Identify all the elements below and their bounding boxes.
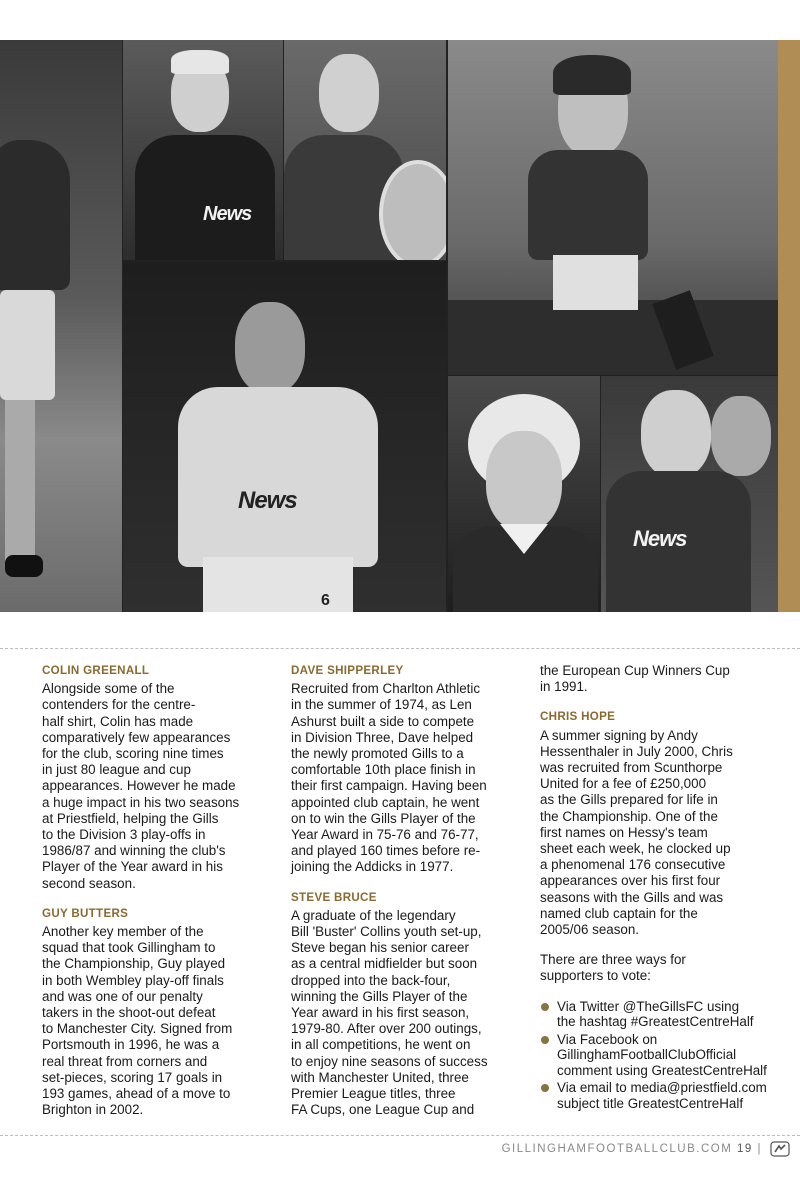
footer-divider [0,1135,800,1136]
text-line: Portsmouth in 1996, he was a [42,1037,220,1053]
text-line: to Manchester City. Signed from [42,1021,233,1037]
text-line: A summer signing by Andy [540,727,698,743]
text-line: in 1991. [540,679,588,695]
voting-item-email [540,1080,790,1111]
text-line: in all competitions, he went on [291,1037,471,1053]
column-1 [42,663,282,1118]
text-line: subject title GreatestCentreHalf [557,1095,744,1111]
text-line: comfortable 10th place finish in [291,762,476,778]
text-line: and was one of our penalty [42,988,203,1004]
heading-colin-greenall: COLIN GREENALL [42,664,150,677]
photo-player-left [0,40,122,612]
text-line: and played 160 times before re- [291,843,481,859]
text-line: Hessenthaler in July 2000, Chris [540,743,733,759]
text-line: the Championship. One of the [540,808,718,824]
text-line: comparatively few appearances [42,729,231,745]
footer-site [502,1143,762,1155]
sponsor-logo: News [203,203,252,225]
photo-collage-band [0,40,800,612]
text-line: contenders for the centre- [42,697,196,713]
bullet-icon [541,1084,549,1092]
text-line: with Manchester United, three [291,1069,469,1085]
text-steve-bruce [291,908,531,1119]
photo-player-top-1 [123,40,283,260]
photo-player-top-2 [284,40,446,260]
text-guy-butters [42,924,282,1118]
text-line: Bill 'Buster' Collins youth set-up, [291,924,482,940]
footer-site-name: GILLINGHAMFOOTBALLCLUB.COM [501,1143,733,1155]
text-line: 2005/06 season. [540,922,640,938]
text-line: takers in the shoot-out defeat [42,1005,216,1021]
text-colin-greenall [42,681,282,892]
text-line: seasons with the Gills and was [540,889,724,905]
text-line: the hashtag #GreatestCentreHalf [557,1014,754,1030]
text-line: real threat from corners and [42,1053,208,1069]
text-line: sheet each week, he clocked up [540,841,731,857]
text-line: Premier League titles, three [291,1086,456,1102]
text-line: to the Division 3 play-offs in [42,827,206,843]
text-line: Recruited from Charlton Athletic [291,681,481,697]
text-line: a phenomenal 176 consecutive [540,857,726,873]
heading-steve-bruce: STEVE BRUCE [291,890,377,904]
text-line: the Championship, Guy played [42,956,226,972]
heading-chris-hope: CHRIS HOPE [540,710,616,724]
text-line: first names on Hessy's team [540,824,708,840]
text-line: at Priestfield, helping the Gills [42,810,219,826]
text-line: Steve began his senior career [291,940,469,956]
text-line: Another key member of the [42,924,204,940]
text-line: Player of the Year award in his [42,859,223,875]
voting-list [540,999,790,1112]
voting-intro [540,952,790,984]
text-line: Alongside some of the [42,681,175,697]
page-number: 19 [737,1143,753,1155]
shirt-number: 6 [321,592,330,609]
text-line: as the Gills prepared for life in [540,792,718,808]
text-line: squad that took Gillingham to [42,940,216,956]
text-line: joining the Addicks in 1977. [291,859,454,875]
photo-collage [0,40,778,612]
text-line: as a central midfielder but soon [291,956,478,972]
text-line: in just 80 league and cup [42,762,191,778]
sponsor-logo: News [633,526,687,551]
text-line: Via email to media@priestfield.com [557,1080,767,1096]
heading-dave-shipperley: DAVE SHIPPERLEY [291,664,404,677]
text-line: Year Award in 75-76 and 76-77, [291,827,479,843]
club-badge-icon [770,1140,790,1158]
voting-item-twitter [540,999,790,1030]
text-line: in both Wembley play-off finals [42,972,224,988]
text-line: comment using GreatestCentreHalf [557,1062,767,1078]
text-line: was recruited from Scunthorpe [540,760,723,776]
photo-player-centre [123,262,446,612]
text-line: supporters to vote: [540,968,651,984]
text-line: half shirt, Colin has made [42,713,194,729]
text-line: in Division Three, Dave helped [291,729,474,745]
photo-player-top-right [448,40,778,375]
text-line: a huge impact in his two seasons [42,794,240,810]
text-line: dropped into the back-four, [291,972,451,988]
sponsor-logo: News [238,487,297,514]
text-dave-shipperley [291,681,531,875]
text-line: to enjoy nine seasons of success [291,1053,488,1069]
text-line: Ashurst built a side to compete [291,713,475,729]
text-line: Via Twitter @TheGillsFC using [557,998,740,1014]
text-line: the European Cup Winners Cup [540,663,730,678]
text-line: named club captain for the [540,905,698,921]
text-line: their first campaign. Having been [291,778,487,794]
text-line: appearances. However he made [42,778,236,794]
text-line: winning the Gills Player of the [291,988,468,1004]
text-line: Year award in his first season, [291,1005,470,1021]
voting-item-facebook [540,1032,790,1079]
text-line: Brighton in 2002. [42,1102,144,1118]
text-steve-bruce-continued [540,663,790,695]
text-line: in the summer of 1974, as Len [291,697,472,713]
text-line: United for a fee of £250,000 [540,776,707,792]
bullet-icon [541,1003,549,1011]
photo-player-bottom-2 [601,376,778,612]
text-line: A graduate of the legendary [291,907,456,923]
text-chris-hope [540,728,790,939]
column-3 [540,663,790,1113]
divider-line [0,648,800,649]
heading-guy-butters: GUY BUTTERS [42,906,129,920]
text-line: on to win the Gills Player of the [291,810,476,826]
footer-separator: | [757,1143,762,1155]
text-line: appearances over his first four [540,873,721,889]
text-line: 1979-80. After over 200 outings, [291,1021,482,1037]
text-line: for the club, scoring nine times [42,746,224,762]
text-line: the newly promoted Gills to a [291,746,464,762]
text-line: second season. [42,875,136,891]
photo-player-bottom-1 [448,376,600,612]
text-line: There are three ways for [540,952,686,968]
bullet-icon [541,1036,549,1044]
text-line: appointed club captain, he went [291,794,480,810]
text-line: Via Facebook on [557,1031,658,1047]
text-line: GillinghamFootballClubOfficial [557,1047,737,1063]
text-line: set-pieces, scoring 17 goals in [42,1069,223,1085]
text-line: 193 games, ahead of a move to [42,1086,231,1102]
column-2 [291,663,531,1118]
text-line: FA Cups, one League Cup and [291,1102,475,1118]
text-line: 1986/87 and winning the club's [42,843,226,859]
